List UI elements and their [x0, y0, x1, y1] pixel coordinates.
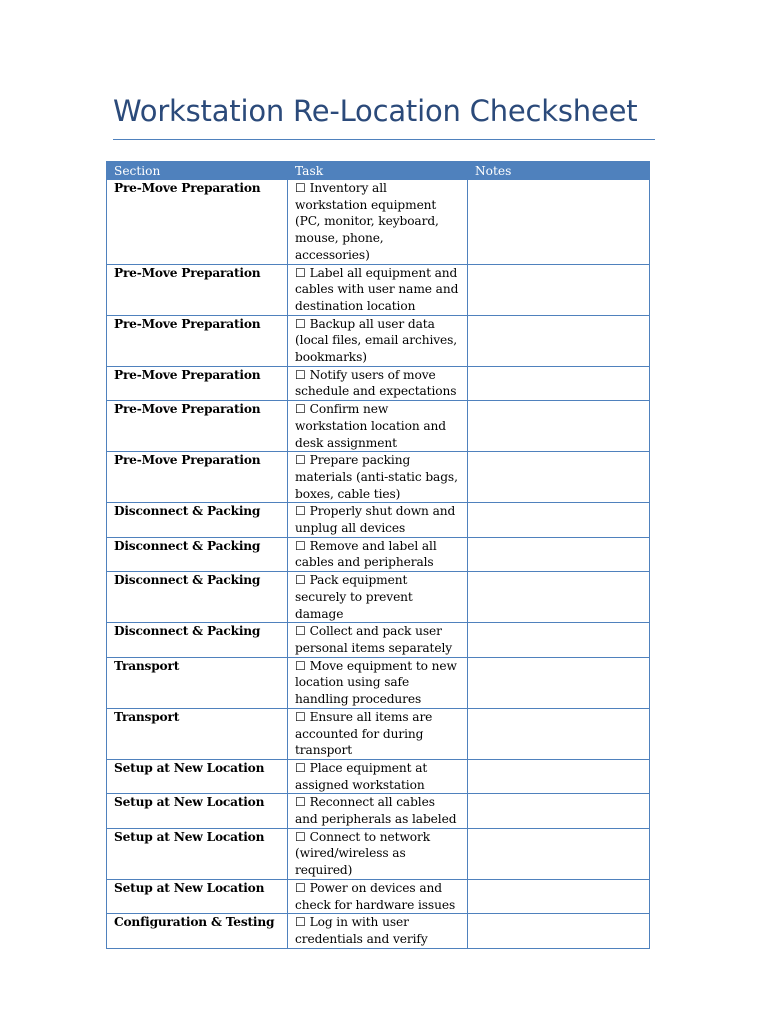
task-cell[interactable]: ☐ Connect to network (wired/wireless as required) — [288, 828, 468, 879]
task-cell[interactable]: ☐ Confirm new workstation location and desk assignment — [288, 401, 468, 452]
header-section: Section — [107, 162, 288, 180]
section-cell: Configuration & Testing — [107, 914, 288, 948]
table-row — [107, 572, 650, 623]
notes-cell[interactable] — [468, 572, 650, 623]
task-cell[interactable]: ☐ Notify users of move schedule and expectations — [288, 366, 468, 400]
section-cell: Pre-Move Preparation — [107, 366, 288, 400]
table-row — [107, 315, 650, 366]
section-cell: Disconnect & Packing — [107, 503, 288, 537]
task-cell[interactable]: ☐ Label all equipment and cables with user name and destination location — [288, 264, 468, 315]
table-row — [107, 623, 650, 657]
table-row — [107, 452, 650, 503]
notes-cell[interactable] — [468, 315, 650, 366]
table-row — [107, 537, 650, 571]
header-task: Task — [288, 162, 468, 180]
notes-cell[interactable] — [468, 264, 650, 315]
table-row — [107, 401, 650, 452]
task-cell[interactable]: ☐ Move equipment to new location using safe handling procedures — [288, 657, 468, 708]
table-row — [107, 180, 650, 265]
task-cell[interactable]: ☐ Backup all user data (local files, email archives, bookmarks) — [288, 315, 468, 366]
table-row — [107, 879, 650, 913]
section-cell: Setup at New Location — [107, 759, 288, 793]
section-cell: Transport — [107, 657, 288, 708]
notes-cell[interactable] — [468, 537, 650, 571]
section-cell: Disconnect & Packing — [107, 572, 288, 623]
task-cell[interactable]: ☐ Pack equipment securely to prevent damage — [288, 572, 468, 623]
section-cell: Pre-Move Preparation — [107, 315, 288, 366]
table-row — [107, 708, 650, 759]
table-row — [107, 828, 650, 879]
notes-cell[interactable] — [468, 452, 650, 503]
section-cell: Disconnect & Packing — [107, 623, 288, 657]
page-title: Workstation Re-Location Checksheet — [113, 94, 638, 128]
section-cell: Disconnect & Packing — [107, 537, 288, 571]
table-header — [107, 162, 650, 180]
task-cell[interactable]: ☐ Reconnect all cables and peripherals as labeled — [288, 794, 468, 828]
task-cell[interactable]: ☐ Power on devices and check for hardware issues — [288, 879, 468, 913]
section-cell: Pre-Move Preparation — [107, 401, 288, 452]
section-cell: Transport — [107, 708, 288, 759]
task-cell[interactable]: ☐ Collect and pack user personal items separately — [288, 623, 468, 657]
task-cell[interactable]: ☐ Ensure all items are accounted for during transport — [288, 708, 468, 759]
section-cell: Setup at New Location — [107, 879, 288, 913]
notes-cell[interactable] — [468, 401, 650, 452]
table-row — [107, 264, 650, 315]
task-cell[interactable]: ☐ Properly shut down and unplug all devices — [288, 503, 468, 537]
task-cell[interactable]: ☐ Inventory all workstation equipment (PC, monitor, keyboard, mouse, phone, accessories) — [288, 180, 468, 265]
task-cell[interactable]: ☐ Place equipment at assigned workstation — [288, 759, 468, 793]
header-row — [107, 162, 650, 180]
title-underline — [113, 139, 655, 140]
notes-cell[interactable] — [468, 366, 650, 400]
table-row — [107, 366, 650, 400]
notes-cell[interactable] — [468, 708, 650, 759]
header-notes: Notes — [468, 162, 650, 180]
section-cell: Pre-Move Preparation — [107, 264, 288, 315]
task-cell[interactable]: ☐ Log in with user credentials and verify — [288, 914, 468, 948]
notes-cell[interactable] — [468, 828, 650, 879]
table-row — [107, 914, 650, 948]
checklist-table — [106, 161, 650, 949]
notes-cell[interactable] — [468, 623, 650, 657]
notes-cell[interactable] — [468, 879, 650, 913]
section-cell: Pre-Move Preparation — [107, 452, 288, 503]
notes-cell[interactable] — [468, 657, 650, 708]
table-row — [107, 759, 650, 793]
notes-cell[interactable] — [468, 914, 650, 948]
section-cell: Pre-Move Preparation — [107, 180, 288, 265]
notes-cell[interactable] — [468, 794, 650, 828]
section-cell: Setup at New Location — [107, 794, 288, 828]
table-row — [107, 794, 650, 828]
notes-cell[interactable] — [468, 503, 650, 537]
notes-cell[interactable] — [468, 759, 650, 793]
task-cell[interactable]: ☐ Prepare packing materials (anti-static bags, boxes, cable ties) — [288, 452, 468, 503]
task-cell[interactable]: ☐ Remove and label all cables and peripherals — [288, 537, 468, 571]
table-row — [107, 503, 650, 537]
section-cell: Setup at New Location — [107, 828, 288, 879]
notes-cell[interactable] — [468, 180, 650, 265]
table-row — [107, 657, 650, 708]
table-body — [107, 180, 650, 949]
